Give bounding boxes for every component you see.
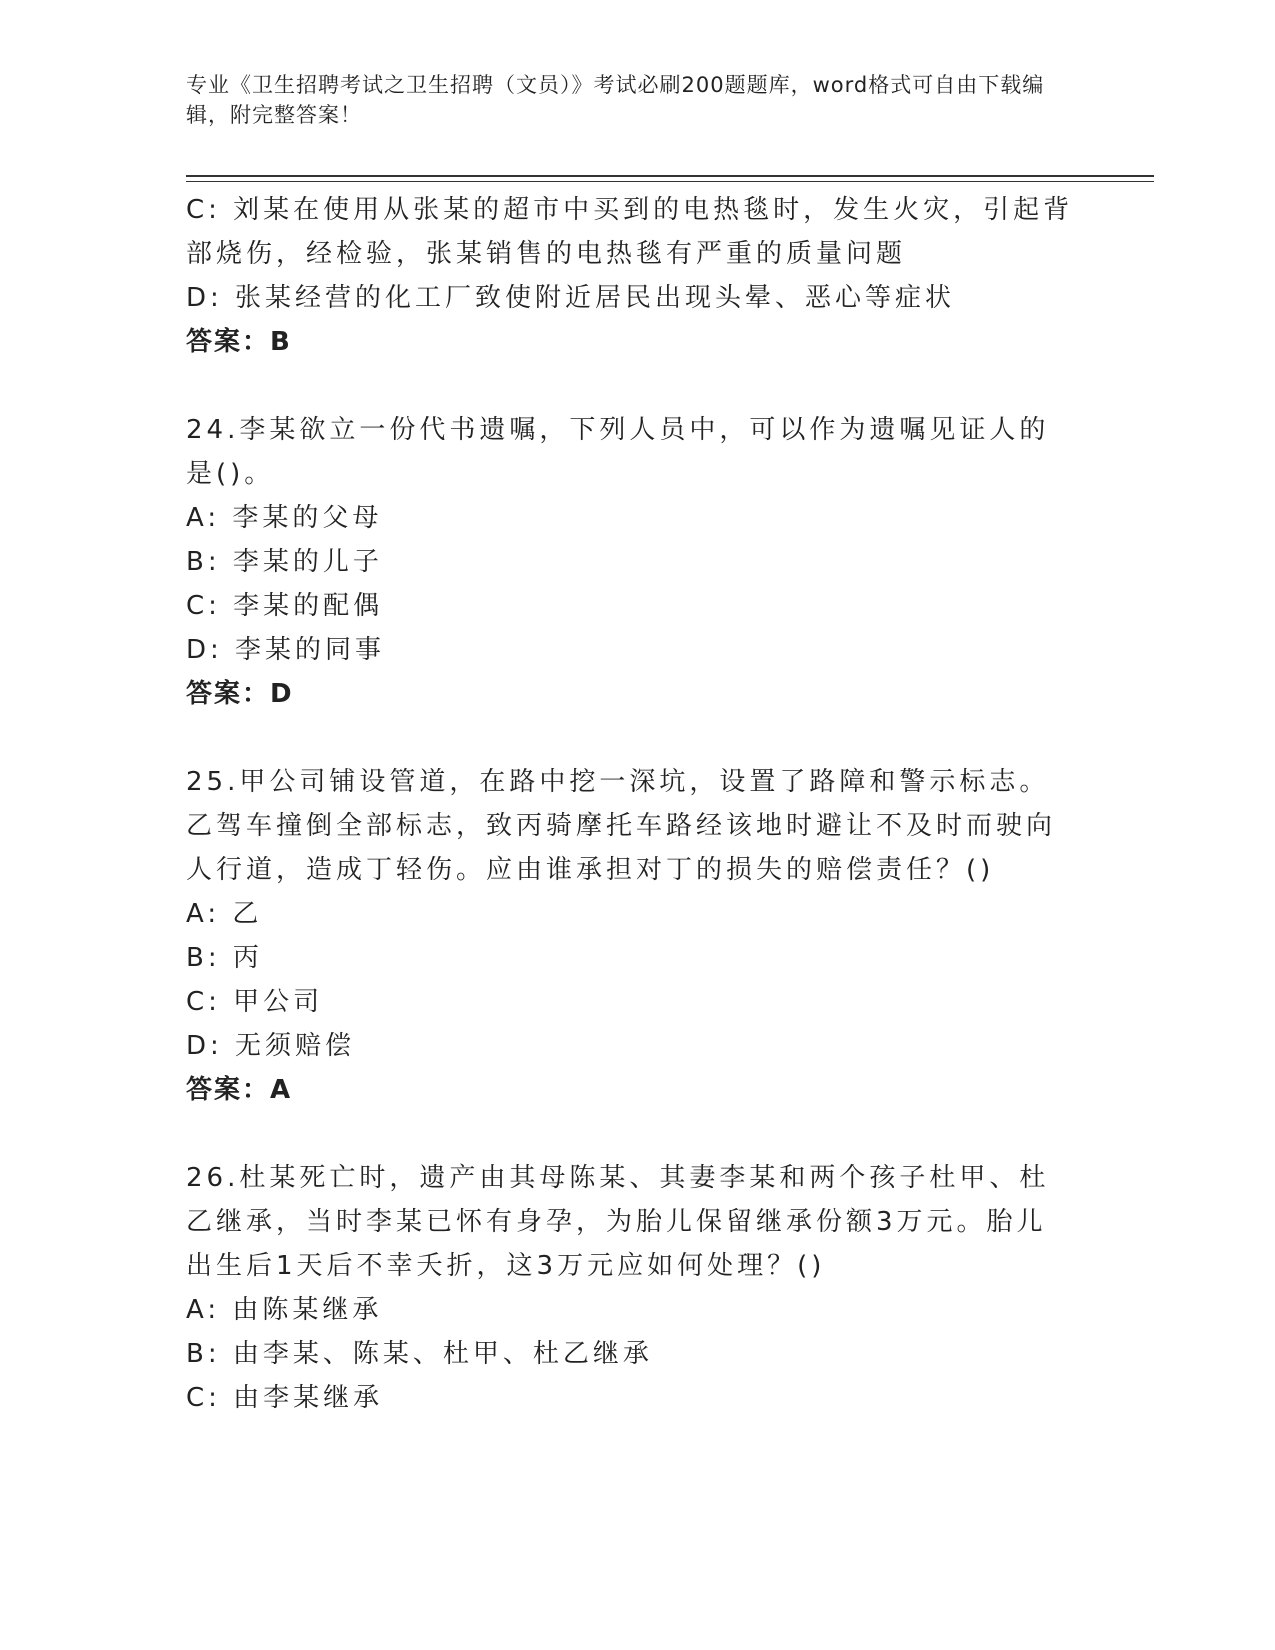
option-b: B: 丙 <box>186 943 263 973</box>
option-a: A: 由陈某继承 <box>186 1295 383 1325</box>
header-rule-thick <box>186 175 1154 177</box>
option-c: C: 刘某在使用从张某的超市中买到的电热毯时，发生火灾，引起背部烧伤，经检验，张某销售的电热毯有严重的质量问题 <box>186 195 1074 269</box>
option-b: B: 李某的儿子 <box>186 547 383 577</box>
question-content <box>186 188 1076 1420</box>
spacer <box>186 1112 1076 1156</box>
option-c: C: 李某的配偶 <box>186 591 384 621</box>
option-a: A: 乙 <box>186 899 263 929</box>
option-b: B: 由李某、陈某、杜甲、杜乙继承 <box>186 1339 653 1369</box>
document-header: 专业《卫生招聘考试之卫生招聘（文员）》考试必刷200题题库，word格式可自由下载编辑，附完整答案！ <box>186 73 1045 127</box>
question-stem-24: 24.李某欲立一份代书遗嘱，下列人员中，可以作为遗嘱见证人的是()。 <box>186 415 1050 489</box>
option-a: A: 李某的父母 <box>186 503 383 533</box>
question-stem-25: 25.甲公司铺设管道，在路中挖一深坑，设置了路障和警示标志。乙驾车撞倒全部标志，致丙骑摩托车路经该地时避让不及时而驶向人行道，造成丁轻伤。应由谁承担对丁的损失的赔偿责任？() <box>186 767 1057 885</box>
option-c: C: 甲公司 <box>186 987 324 1017</box>
option-d: D: 张某经营的化工厂致使附近居民出现头晕、恶心等症状 <box>186 283 956 313</box>
answer-line: 答案：A <box>186 1075 293 1105</box>
answer-line: 答案：D <box>186 679 294 709</box>
option-c: C: 由李某继承 <box>186 1383 384 1413</box>
spacer <box>186 716 1076 760</box>
question-stem-26: 26.杜某死亡时，遗产由其母陈某、其妻李某和两个孩子杜甲、杜乙继承，当时李某已怀有身孕，为胎儿保留继承份额3万元。胎儿出生后1天后不幸夭折，这3万元应如何处理？() <box>186 1163 1050 1281</box>
option-d: D: 李某的同事 <box>186 635 386 665</box>
header-rule-thin <box>186 181 1154 182</box>
option-d: D: 无须赔偿 <box>186 1031 356 1061</box>
answer-line: 答案：B <box>186 327 292 357</box>
spacer <box>186 364 1076 408</box>
